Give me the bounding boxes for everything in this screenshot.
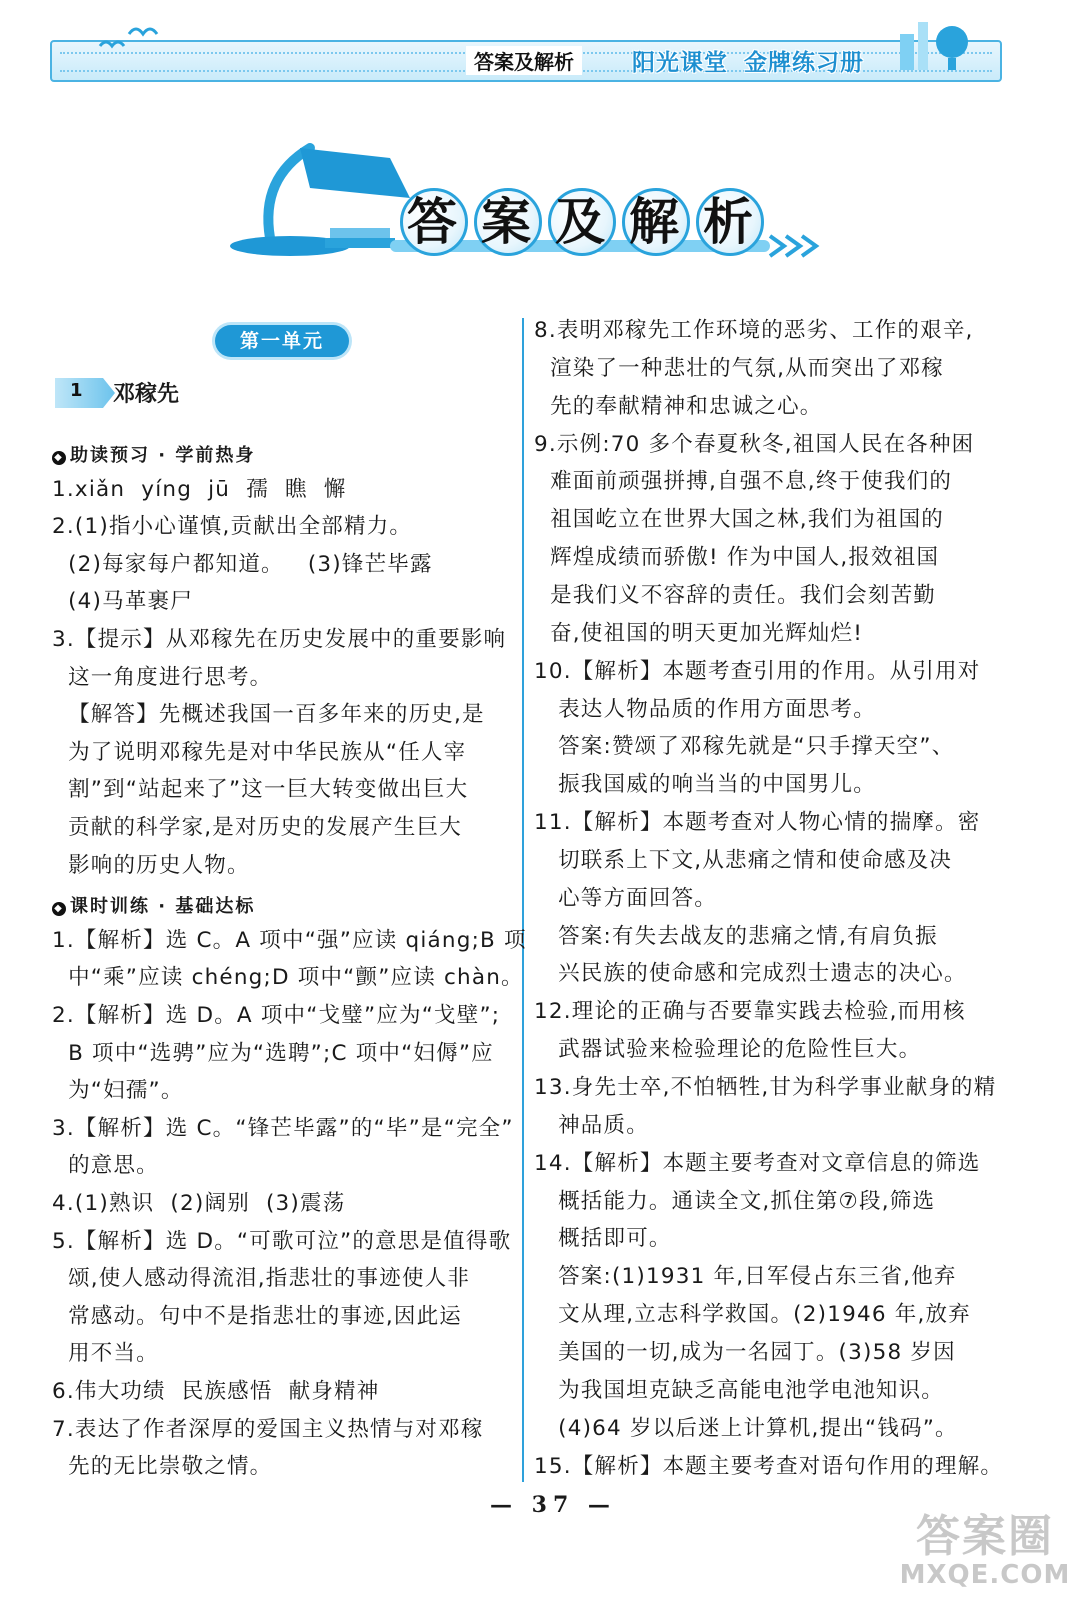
answer-line: 的意思。 (52, 1153, 159, 1179)
globe-lamp-icon (890, 14, 980, 74)
lesson-title: 邓稼先 (113, 382, 180, 407)
answer-line: 3.【提示】从邓稼先在历史发展中的重要影响 (52, 627, 507, 652)
answer-line: 答案:(1)1931 年,日军侵占东三省,他弃 (534, 1264, 957, 1290)
answer-line: 心等方面回答。 (534, 885, 718, 911)
answer-line: 难面前顽强拼搏,自强不息,终于使我们的 (534, 469, 953, 495)
answer-line: (4)马革裹尸 (52, 589, 193, 615)
answer-line: 14.【解析】本题主要考查对文章信息的筛选 (534, 1150, 981, 1176)
answer-line: 武器试验来检验理论的危险性巨大。 (534, 1037, 922, 1063)
answer-line: 为了说明邓稼先是对中华民族从“任人宰 (52, 739, 467, 765)
answer-line: 概括即可。 (534, 1226, 672, 1252)
answer-line: 是我们义不容辞的责任。我们会刻苦勤 (534, 582, 936, 608)
answer-line: 渲染了一种悲壮的气氛,从而突出了邓稼 (534, 355, 945, 381)
answer-line: 兴民族的使命感和完成烈士遗志的决心。 (534, 961, 967, 987)
answer-line: 1.xiǎn yíng jū 孺 瞧 懈 (52, 476, 347, 502)
answer-line: 这一角度进行思考。 (52, 664, 273, 690)
answer-line: 用不当。 (52, 1341, 159, 1367)
answer-line: 【解答】先概述我国一百多年来的历史,是 (52, 702, 485, 728)
answer-line: 辉煌成绩而骄傲! 作为中国人,报效祖国 (534, 545, 940, 571)
answer-line: 11.【解析】本题考查对人物心情的揣摩。密 (534, 810, 981, 836)
watermark-logo (895, 1500, 1075, 1596)
answer-line: 4.(1)熟识 (2)阔别 (3)震荡 (52, 1191, 346, 1216)
answer-line: 中“乘”应读 chéng;D 项中“颤”应读 chàn。 (52, 965, 524, 991)
answer-line: 6.伟大功绩 民族感悟 献身精神 (52, 1379, 380, 1404)
section-bullet-icon: ◆ (52, 451, 66, 465)
section-bullet-icon: ◆ (52, 902, 66, 916)
watermark-domain: MXQE.COM (899, 1560, 1071, 1590)
answer-line: 表达人物品质的作用方面思考。 (534, 696, 876, 722)
banner-char: 及 (548, 188, 616, 256)
answer-line: 神品质。 (534, 1112, 649, 1138)
answer-line: 9.示例:70 多个春夏秋冬,祖国人民在各种困 (534, 431, 975, 457)
banner-char: 解 (622, 188, 690, 256)
answer-line: 美国的一切,成为一名园丁。(3)58 岁因 (534, 1339, 956, 1365)
answer-line: 3.【解析】选 C。“锋芒毕露”的“毕”是“完全” (52, 1115, 514, 1141)
brand-series: 阳光课堂 (632, 50, 728, 76)
answer-line: 文从理,立志科学救国。(2)1946 年,放弃 (534, 1302, 971, 1328)
answer-line: 贡献的科学家,是对历史的发展产生巨大 (52, 815, 463, 840)
answer-line: 5.【解析】选 D。“可歌可泣”的意思是值得歌 (52, 1228, 512, 1254)
answer-line: 7.表达了作者深厚的爱国主义热情与对邓稼 (52, 1416, 484, 1442)
answer-line: 切联系上下文,从悲痛之情和使命感及决 (534, 847, 953, 873)
banner-title (400, 188, 770, 256)
section-heading (52, 441, 255, 467)
section-heading (52, 892, 255, 918)
answer-line: 常感动。句中不是指悲壮的事迹,因此运 (52, 1303, 463, 1329)
column-divider (522, 318, 524, 1482)
answer-line: 先的无比崇敬之情。 (52, 1454, 273, 1480)
answer-line: 2.【解析】选 D。A 项中“戈璧”应为“戈壁”; (52, 1003, 501, 1028)
answer-line: 15.【解析】本题主要考查对语句作用的理解。 (534, 1453, 1004, 1479)
answer-line: 答案:赞颂了邓稼先就是“只手撑天空”、 (534, 734, 955, 760)
answer-line: 为我国坦克缺乏高能电池学电池知识。 (534, 1377, 945, 1403)
header-brand (632, 44, 864, 77)
answer-line: 1.【解析】选 C。A 项中“强”应读 qiáng;B 项 (52, 927, 527, 953)
page-number: — 37 — (490, 1492, 616, 1518)
answer-line: 割”到“站起来了”这一巨大转变做出巨大 (52, 777, 469, 803)
answer-line: 影响的历史人物。 (52, 852, 250, 878)
lesson-number: 1 (70, 380, 83, 401)
answer-line: B 项中“选骋”应为“选聘”;C 项中“妇傉”应 (52, 1040, 494, 1066)
section-heading-text: 助读预习 · 学前热身 (70, 445, 256, 466)
answer-line: 颂,使人感动得流泪,指悲壮的事迹使人非 (52, 1266, 471, 1292)
answer-line: 先的奉献精神和忠诚之心。 (534, 393, 823, 419)
answer-line: 祖国屹立在世界大国之林,我们为祖国的 (534, 507, 945, 533)
birds-icon (95, 22, 165, 56)
watermark-text: 答案圈 (916, 1511, 1054, 1562)
answer-line: 概括能力。通读全文,抓住第⑦段,筛选 (534, 1188, 936, 1214)
answer-line: 答案:有失去战友的悲痛之情,有肩负振 (534, 923, 938, 949)
answer-line: 为“妇孺”。 (52, 1078, 184, 1104)
section-heading-text: 课时训练 · 基础达标 (70, 896, 256, 918)
banner-char: 案 (474, 188, 542, 256)
answer-line: (2)每家每户都知道。 (3)锋芒毕露 (52, 551, 433, 577)
answer-line: 10.【解析】本题考查引用的作用。从引用对 (534, 658, 981, 684)
answer-line: 振我国威的响当当的中国男儿。 (534, 772, 876, 798)
answer-line: (4)64 岁以后迷上计算机,提出“钱码”。 (534, 1415, 958, 1441)
answer-line: 奋,使祖国的明天更加光辉灿烂! (534, 620, 864, 646)
answer-line: 12.理论的正确与否要靠实践去检验,而用核 (534, 999, 966, 1025)
brand-name: 金牌练习册 (744, 50, 864, 76)
lesson-tag (55, 378, 115, 408)
header-title: 答案及解析 (466, 46, 582, 75)
banner-char: 析 (696, 188, 764, 256)
banner-char: 答 (400, 188, 468, 256)
answer-line: 13.身先士卒,不怕牺牲,甘为科学事业献身的精 (534, 1075, 997, 1100)
answer-line: 2.(1)指小心谨慎,贡献出全部精力。 (52, 514, 413, 540)
answer-line: 8.表明邓稼先工作环境的恶劣、工作的艰辛, (534, 318, 974, 343)
unit-badge: 第一单元 (215, 325, 349, 357)
